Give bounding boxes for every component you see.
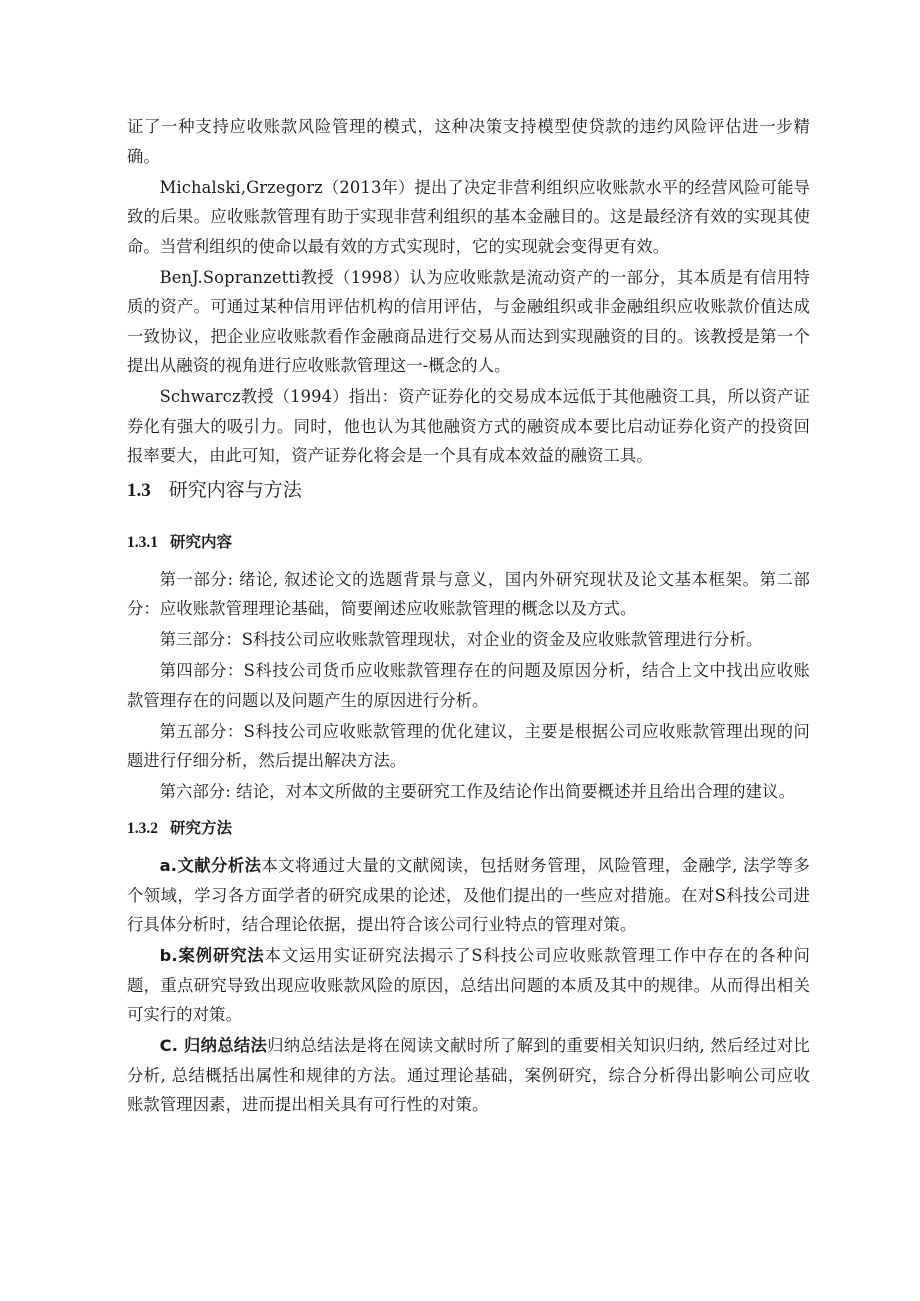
paragraph-schwarcz: Schwarcz教授（1994）指出：资产证券化的交易成本远低于其他融资工具，所以资产证券化有强大的吸引力。同时，他也认为其他融资方式的融资成本要比启动证券化资产的投资回报率要大，由此可知，资产证券化将会是一个具有成本效益的融资工具。 — [127, 387, 810, 465]
section-number: 1.3 — [127, 479, 151, 501]
paragraph-michalski: Michalski,Grzegorz（2013年）提出了决定非营利组织应收账款水平的经营风险可能导致的后果。应收账款管理有助于实现非营利组织的基本金融目的。这是最经济有效的实现其使命。当营利组织的使命以最有效的方式实现时，它的实现就会变得更有效。 — [127, 177, 810, 256]
paragraph-part-five: 第五部分：S科技公司应收账款管理的优化建议，主要是根据公司应收账款管理出现的问题进行仔细分析，然后提出解决方法。 — [127, 721, 810, 770]
paragraph-part-six: 第六部分: 结论，对本文所做的主要研究工作及结论作出简要概述并且给出合理的建议。 — [159, 782, 795, 801]
subsection-heading-methods — [127, 814, 810, 843]
subsection-title: 研究内容 — [170, 532, 233, 551]
method-text: 本文运用实证研究法揭示了S科技公司应收账款管理工作中存在的各种问题，重点研究导致出现应收账款风险的原因，总结出问题的本质及其中的规律。从而得出相关可实行的对策。 — [127, 946, 810, 1024]
subsection-number: 1.3.1 — [127, 533, 158, 551]
section-title: 研究内容与方法 — [168, 478, 302, 501]
paragraph-sopranzetti: BenJ.Sopranzetti教授（1998）认为应收账款是流动资产的一部分，其本质是有信用特质的资产。可通过某种信用评估机构的信用评估，与金融组织或非金融组织应收账款价值达成一致协议，把企业应收账款看作金融商品进行交易从而达到实现融资的目的。该教授是第一个提出从融资的视角进行应收账款管理这一-概念的人。 — [127, 267, 810, 375]
subsection-title: 研究方法 — [170, 819, 233, 837]
paragraph-part-one-two: 第一部分: 绪论, 叙述论文的选题背景与意义，国内外研究现状及论文基本框架。第二部分：应收账款管理理论基础，简要阐述应收账款管理的概念以及方式。 — [127, 569, 810, 618]
method-text: 归纳总结法是将在阅读文献时所了解到的重要相关知识归纳, 然后经过对比分析, 总结概括出属性和规律的方法。通过理论基础，案例研究，综合分析得出影响公司应收账款管理因素，进而提出相关具有可行性的对策。 — [127, 1036, 810, 1114]
section-heading — [127, 475, 810, 506]
paragraph-method-case — [127, 941, 810, 1030]
subsection-number: 1.3.2 — [127, 820, 158, 837]
paragraph-part-three: 第三部分：S科技公司应收账款管理现状，对企业的资金及应收账款管理进行分析。 — [159, 630, 763, 649]
document-page — [127, 112, 810, 1121]
paragraph-part-four: 第四部分：S科技公司货币应收账款管理存在的问题及原因分析，结合上文中找出应收账款管理存在的问题以及问题产生的原因进行分析。 — [127, 661, 810, 710]
method-lead: b.案例研究法 — [159, 946, 265, 965]
paragraph-continuation: 证了一种支持应收账款风险管理的模式，这种决策支持模型使贷款的违约风险评估进一步精确。 — [127, 117, 810, 166]
method-lead: a.文献分析法 — [159, 856, 262, 875]
paragraph-method-literature — [127, 851, 810, 940]
subsection-heading-content — [127, 528, 810, 557]
method-lead: C. 归纳总结法 — [159, 1036, 268, 1055]
method-text: 本文将通过大量的文献阅读，包括财务管理，风险管理，金融学, 法学等多个领域，学习各方面学者的研究成果的论述，及他们提出的一些应对措施。在对S科技公司进行具体分析时，结合理论依据，提出符合该公司行业特点的管理对策。 — [127, 856, 810, 934]
paragraph-method-induction — [127, 1031, 810, 1120]
